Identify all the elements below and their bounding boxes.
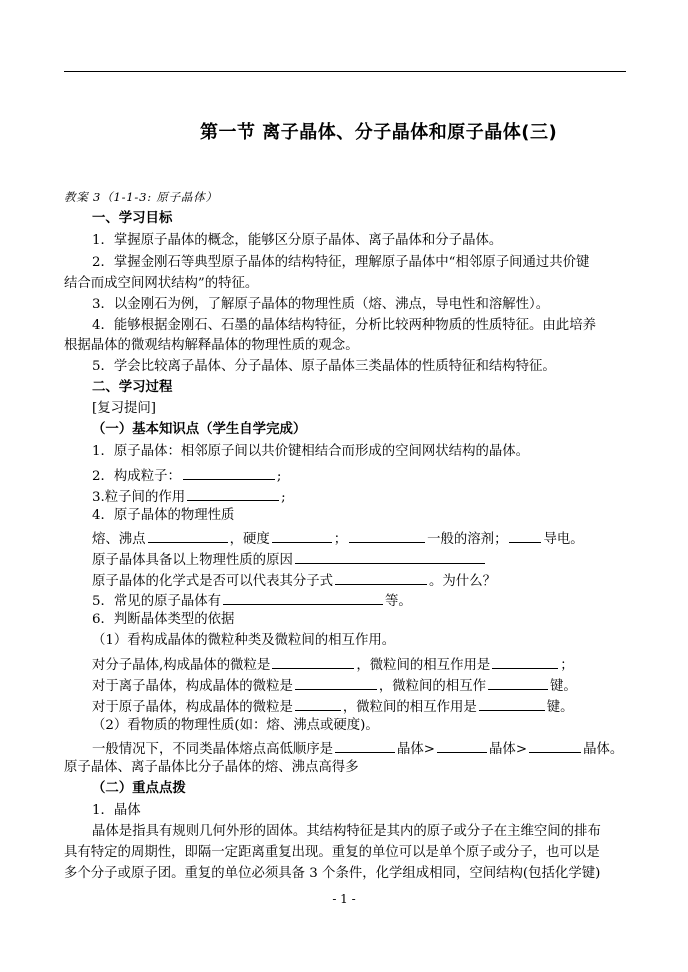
paragraph-line: 多个分子或原子团。重复的单位必须具备 3 个条件，化学组成相同，空间结构(包括化学键)	[64, 866, 601, 881]
goal-4: 4．能够根据金刚石、石墨的晶体结构特征，分析比较两种物质的性质特征。由此培养	[92, 318, 596, 333]
point-4-reason: 原子晶体具备以上物理性质的原因	[92, 551, 487, 567]
fill-blank[interactable]	[335, 740, 395, 753]
subheading-basics: （一）基本知识点（学生自学完成）	[92, 422, 307, 437]
point-6: 6．判断晶体类型的依据	[92, 612, 235, 627]
fill-blank[interactable]	[488, 677, 548, 690]
point-6-rule-2: （2）看物质的物理性质(如：熔、沸点或硬度)。	[92, 718, 379, 733]
point-6-molecular: 对分子晶体,构成晶体的微粒是 ，微粒间的相互作用是 ；	[92, 658, 574, 673]
fill-blank[interactable]	[529, 740, 581, 753]
point-1: 1．原子晶体：相邻原子间以共价键相结合而形成的空间网状结构的晶体。	[92, 444, 530, 459]
point-6-rule-1: （1）看构成晶体的微粒种类及微粒间的相互作用。	[92, 633, 396, 648]
fill-blank[interactable]	[183, 467, 275, 480]
goal-2-cont: 结合而成空间网状结构”的特征。	[64, 276, 259, 291]
fill-blank[interactable]	[437, 740, 487, 753]
fill-blank[interactable]	[223, 592, 383, 605]
point-4-formula: 原子晶体的化学式是否可以代表其分子式 。为什么？	[92, 574, 496, 589]
point-4: 4．原子晶体的物理性质	[92, 508, 235, 523]
fill-blank[interactable]	[349, 530, 425, 543]
subheading-key-points: （二）重点点拨	[92, 781, 186, 796]
lesson-label: 教案 3（1-1-3: 原子晶体）	[64, 190, 218, 204]
fill-blank[interactable]	[295, 698, 341, 711]
fill-blank[interactable]	[272, 656, 354, 669]
page-number: - 1 -	[332, 892, 356, 906]
key-point-1: 1．晶体	[92, 803, 141, 818]
section-heading-goals: 一、学习目标	[92, 211, 173, 226]
fill-blank[interactable]	[295, 677, 377, 690]
goal-1: 1．掌握原子晶体的概念，能够区分原子晶体、离子晶体和分子晶体。	[92, 233, 503, 248]
point-6-ionic: 对于离子晶体，构成晶体的微粒是 ，微粒间的相互作 键。	[92, 679, 577, 694]
point-2: 2．构成粒子： ;	[92, 469, 282, 484]
fill-blank[interactable]	[335, 572, 427, 585]
fill-blank[interactable]	[509, 530, 541, 543]
point-5: 5．常见的原子晶体有 等。	[92, 594, 412, 609]
review-label: [复习提问]	[92, 401, 157, 416]
goal-2: 2．掌握金刚石等典型原子晶体的结构特征，理解原子晶体中“相邻原子间通过共价键	[92, 255, 590, 270]
goal-4-cont: 根据晶体的微观结构解释晶体的物理性质的观念。	[64, 338, 359, 353]
point-4-properties: 熔、沸点 ，硬度 ； 一般的溶剂； 导电。	[92, 532, 584, 547]
fill-blank[interactable]	[492, 656, 558, 669]
fill-blank[interactable]	[272, 530, 332, 543]
page-title: 第一节 离子晶体、分子晶体和原子晶体(三)	[200, 122, 558, 143]
fill-blank[interactable]	[187, 488, 279, 501]
point-3: 3.粒子间的作用 ;	[92, 490, 286, 505]
fill-blank[interactable]	[479, 698, 545, 711]
point-6-order: 一般情况下，不同类晶体熔点高低顺序是 晶体> 晶体> 晶体。	[92, 742, 624, 757]
point-6-conclusion: 原子晶体、离子晶体比分子晶体的熔、沸点高得多	[64, 760, 359, 775]
goal-3: 3．以金刚石为例，了解原子晶体的物理性质（熔、沸点，导电性和溶解性）。	[92, 297, 550, 312]
header-rule	[64, 71, 626, 72]
point-6-atomic: 对于原子晶体，构成晶体的微粒是 ，微粒间的相互作用是 键。	[92, 700, 574, 715]
fill-blank[interactable]	[148, 530, 228, 543]
paragraph-line: 具有特定的周期性，即隔一定距离重复出现。重复的单位可以是单个原子或分子，也可以是	[64, 845, 600, 860]
section-heading-process: 二、学习过程	[92, 380, 173, 395]
paragraph-line: 晶体是指具有规则几何外形的固体。其结构特征是其内的原子或分子在主维空间的排布	[92, 824, 601, 839]
fill-blank[interactable]	[295, 551, 485, 564]
goal-5: 5．学会比较离子晶体、分子晶体、原子晶体三类晶体的性质特征和结构特征。	[92, 359, 556, 374]
